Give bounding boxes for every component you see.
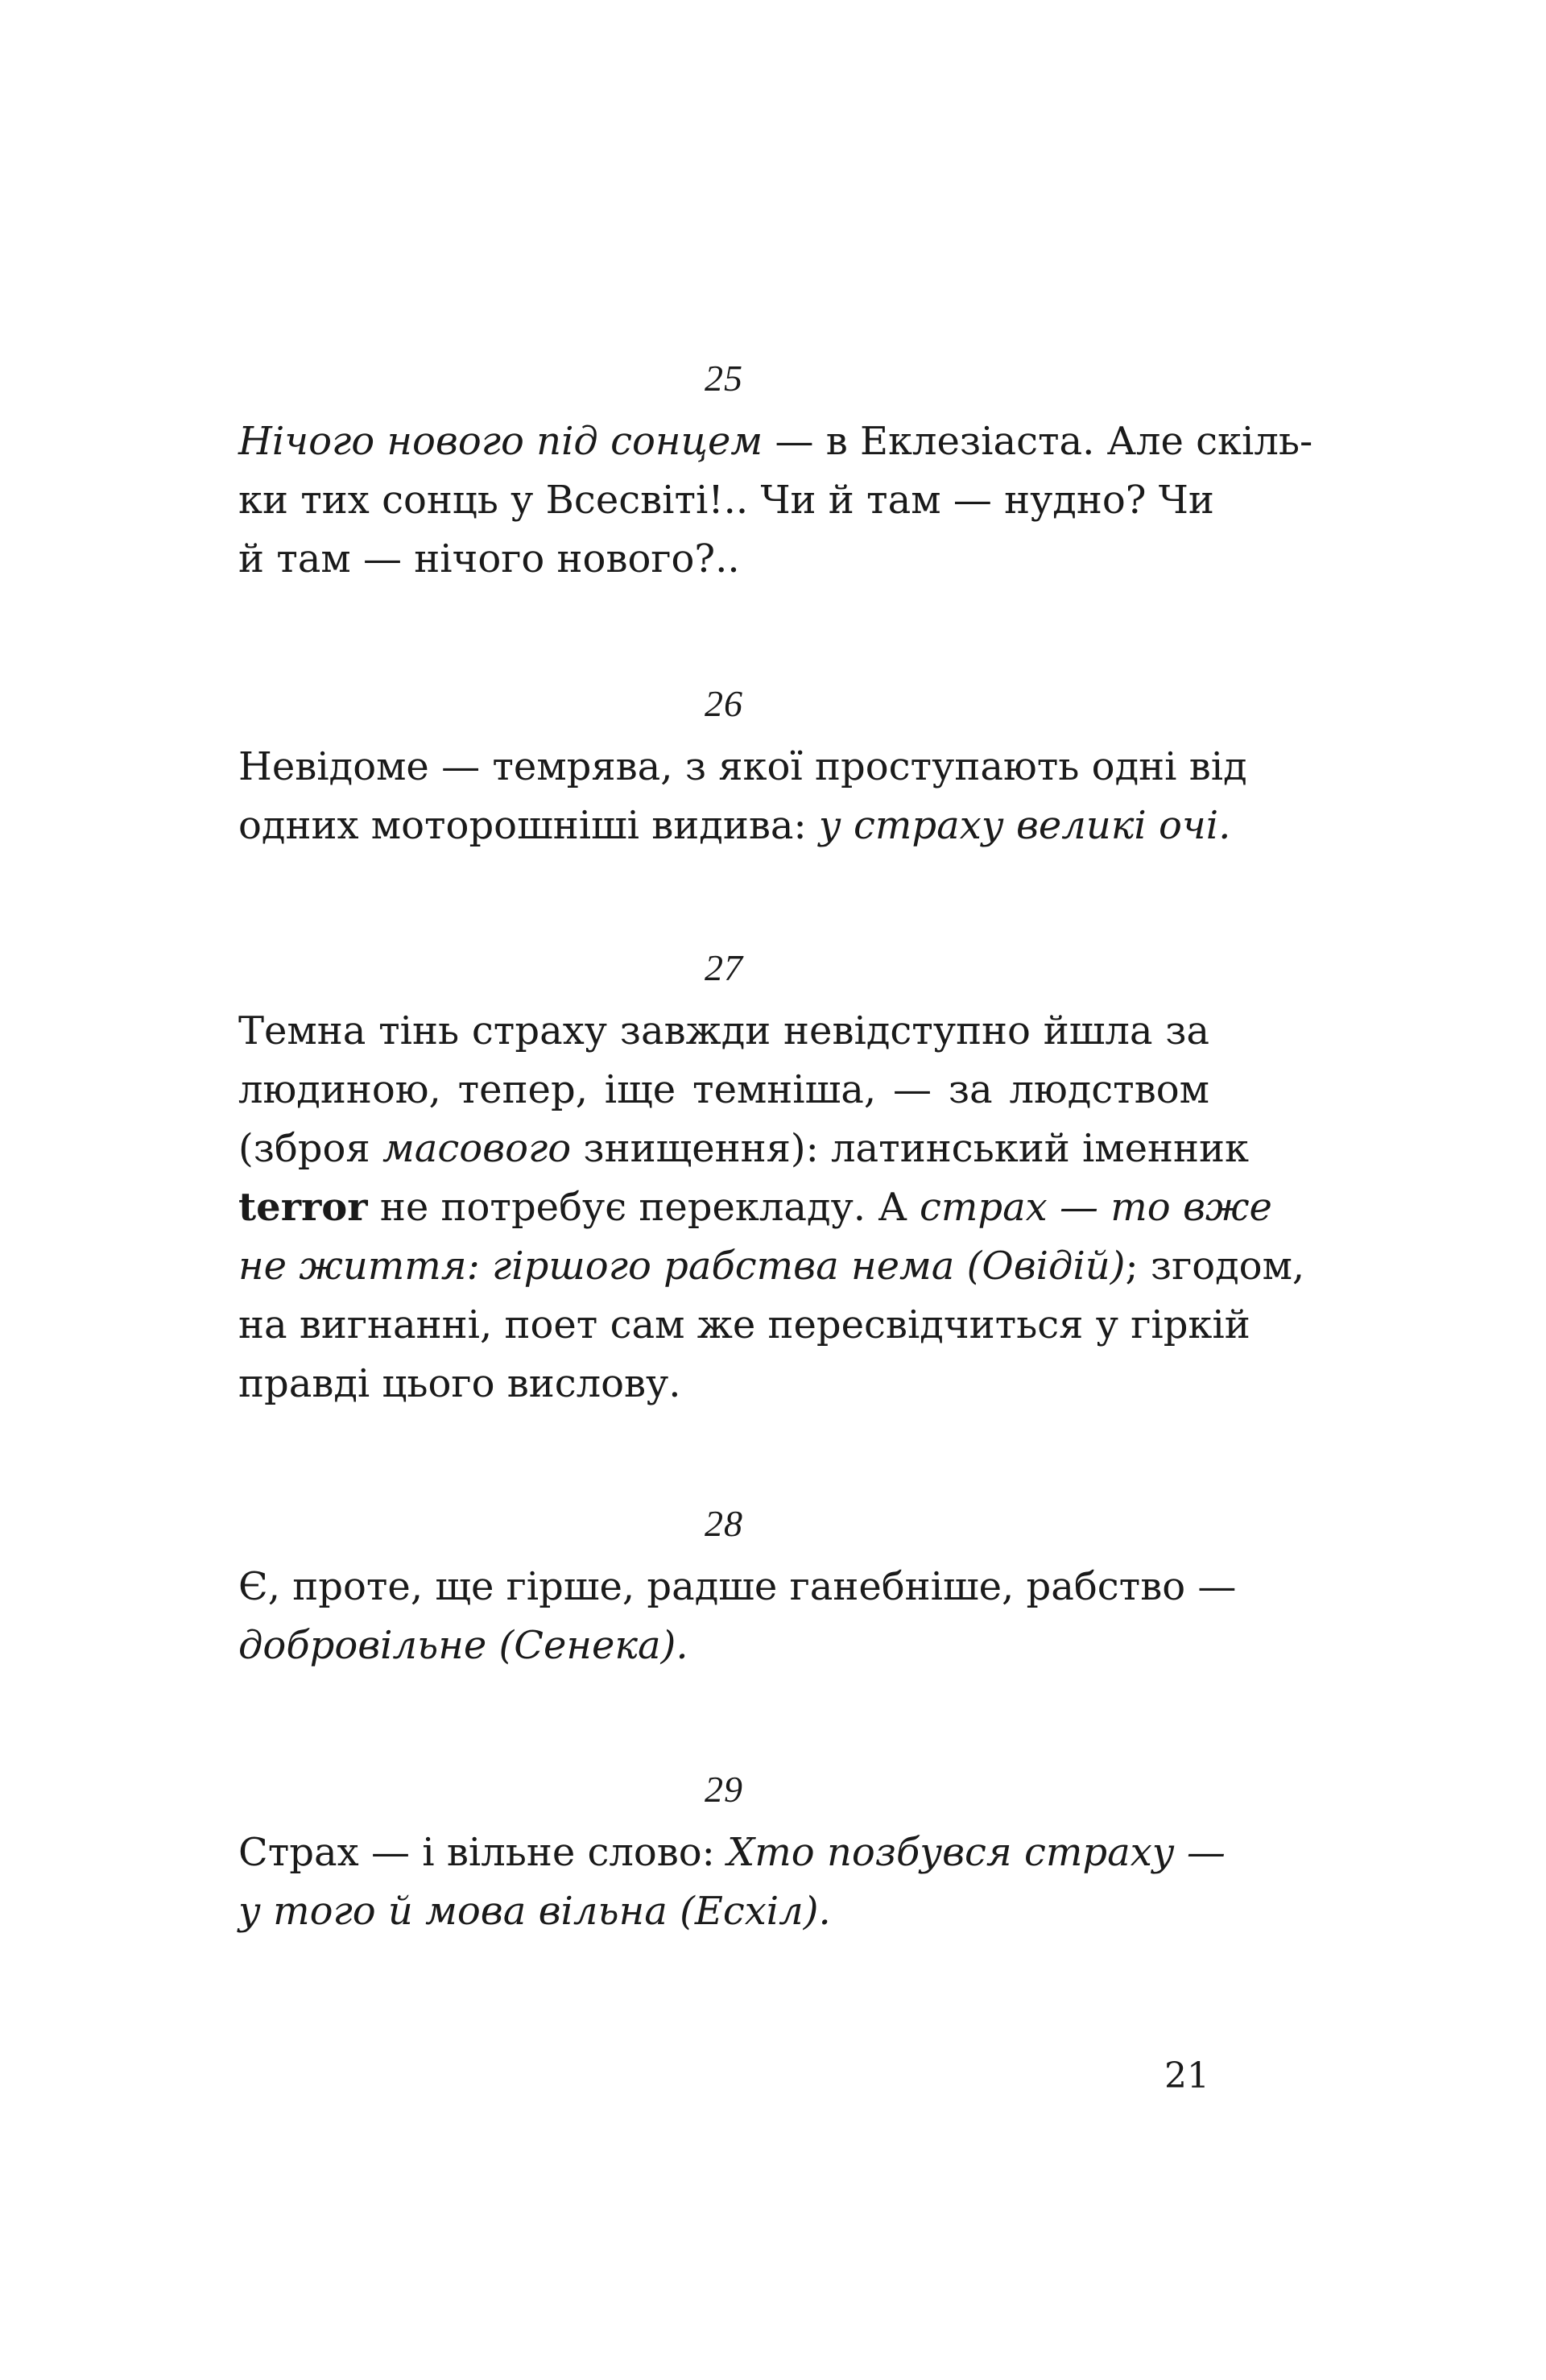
- text-line: не життя: гіршого рабства нема (Овідій); згодом,: [238, 1244, 1305, 1289]
- text-line: terror не потребує перекладу. А страх — то вже: [238, 1185, 1272, 1230]
- aphorism-text: [238, 412, 1313, 589]
- aphorism-text: [238, 1823, 1226, 1941]
- aphorism-27: [238, 944, 1305, 1414]
- aphorism-number: 26: [705, 683, 743, 724]
- aphorism-number: 27: [705, 947, 743, 988]
- text-line: правді цього вислову.: [238, 1361, 681, 1406]
- page-number: 21: [1164, 2055, 1209, 2096]
- aphorism-number: 29: [705, 1769, 743, 1810]
- text-line: Страх — і вільне слово: Хто позбувся страху —: [238, 1830, 1226, 1875]
- text-line: Невідоме — темрява, з якої проступають одні від: [238, 744, 1247, 789]
- aphorism-29: [238, 1765, 1226, 1941]
- aphorism-number: 25: [705, 358, 743, 399]
- text-line: Темна тінь страху завжди невідступно йшла за: [238, 1008, 1209, 1053]
- text-line: й там — нічого нового?..: [238, 536, 740, 582]
- aphorism-text: [238, 738, 1247, 855]
- text-line: людиною, тепер, іще темніша, — за людством: [238, 1067, 1209, 1112]
- text-line: (зброя масового знищення): латинський іменник: [238, 1126, 1250, 1171]
- aphorism-text: [238, 1002, 1305, 1414]
- text-line: добровільне (Сенека).: [238, 1623, 688, 1668]
- aphorism-25: [238, 354, 1313, 589]
- text-line: Є, проте, ще гірше, радше ганебніше, рабство —: [238, 1564, 1237, 1609]
- text-line: ки тих сонць у Всесвіті!.. Чи й там — нудно? Чи: [238, 478, 1214, 523]
- text-line: у того й мова вільна (Есхіл).: [238, 1889, 831, 1934]
- aphorism-26: [238, 680, 1247, 855]
- text-line: на вигнанні, поет сам же пересвідчиться у гіркій: [238, 1302, 1250, 1347]
- text-line: одних моторошніші видива: у страху великі очі.: [238, 803, 1231, 848]
- text-line: Нічого нового під сонцем — в Еклезіаста. Але скіль-: [238, 419, 1313, 464]
- aphorism-28: [238, 1500, 1237, 1675]
- aphorism-text: [238, 1558, 1237, 1675]
- aphorism-number: 28: [705, 1503, 743, 1544]
